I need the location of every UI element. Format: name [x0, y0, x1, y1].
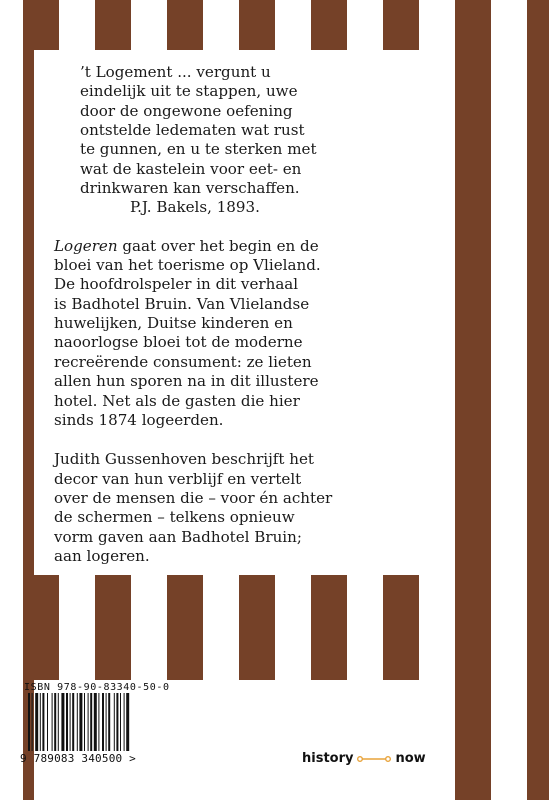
- barcode-bar: [116, 693, 118, 751]
- barcode: [28, 693, 160, 753]
- quote-line: te gunnen, en u te sterken met: [80, 140, 317, 159]
- paragraph-line: Judith Gussenhoven beschrijft het: [54, 450, 314, 469]
- barcode-bar: [35, 693, 38, 751]
- paragraph-line: vorm gaven aan Badhotel Bruin;: [54, 527, 302, 546]
- barcode-bar: [66, 693, 68, 751]
- quote-line: wat de kastelein voor eet- en: [80, 159, 302, 178]
- barcode-bar: [61, 693, 64, 751]
- paragraph-author: [54, 450, 414, 566]
- paragraph-line: bloei van het toerisme op Vlieland.: [54, 256, 321, 275]
- quote-line: eindelijk uit te stappen, uwe: [80, 82, 298, 101]
- barcode-bar: [77, 693, 78, 751]
- paragraph-line: naoorlogse bloei tot de moderne: [54, 333, 303, 352]
- paragraph-line: is Badhotel Bruin. Van Vlielandse: [54, 294, 310, 313]
- barcode-bar: [70, 693, 71, 751]
- barcode-bar: [108, 693, 110, 751]
- barcode-bar: [54, 693, 56, 751]
- barcode-bar: [40, 693, 41, 751]
- barcode-bar: [90, 693, 92, 751]
- publisher-name-right: now: [395, 751, 426, 766]
- barcode-bar: [32, 693, 33, 751]
- paragraph-line: [54, 237, 414, 256]
- barcode-bar: [28, 693, 30, 751]
- paragraph-line: De hoofdrolspeler in dit verhaal: [54, 275, 299, 294]
- barcode-bar: [102, 693, 104, 751]
- barcode-bar: [114, 693, 115, 751]
- quote-line: ontstelde ledematen wat rust: [80, 121, 305, 140]
- barcode-bar: [58, 693, 59, 751]
- paragraph-line: huwelijken, Duitse kinderen en: [54, 314, 293, 333]
- barcode-bar: [79, 693, 82, 751]
- barcode-bar: [47, 693, 48, 751]
- quote: [54, 63, 414, 218]
- barcode-bar: [94, 693, 97, 751]
- book-title: Logeren: [54, 236, 118, 255]
- barcode-bar: [42, 693, 44, 751]
- quote-attribution: P.J. Bakels, 1893.: [130, 198, 260, 217]
- barcode-bar: [72, 693, 74, 751]
- back-cover-text: [54, 63, 414, 566]
- paragraph-line: allen hun sporen na in dit illustere: [54, 372, 319, 391]
- paragraph-line: over de mensen die – voor én achter: [54, 488, 333, 507]
- arrow-icon: [357, 754, 391, 764]
- barcode-bar: [124, 693, 125, 751]
- paragraph-line-text: gaat over het begin en de: [117, 236, 319, 255]
- quote-line: drinkwaren kan verschaffen.: [80, 179, 300, 198]
- publisher-logo: [302, 751, 426, 766]
- paragraph-line: recreërende consument: ze lieten: [54, 352, 312, 371]
- paragraph-line: hotel. Net als de gasten die hier: [54, 391, 300, 410]
- barcode-bar: [52, 693, 53, 751]
- quote-line: door de ongewone oefening: [80, 101, 293, 120]
- barcode-digits: 9 789083 340500 >: [20, 752, 136, 765]
- barcode-bar: [106, 693, 107, 751]
- paragraph-line: de schermen – telkens opnieuw: [54, 508, 295, 527]
- publisher-name-left: history: [302, 751, 354, 766]
- quote-line: ’t Logement ... vergunt u: [80, 63, 271, 81]
- barcode-bar: [120, 693, 121, 751]
- paragraph-line: sinds 1874 logeerden.: [54, 410, 224, 429]
- barcode-bar: [98, 693, 99, 751]
- barcode-bar: [84, 693, 85, 751]
- isbn-label: ISBN 978-90-83340-50-0: [24, 682, 170, 693]
- paragraph-line: decor van hun verblijf en vertelt: [54, 469, 302, 488]
- paragraph-line: aan logeren.: [54, 546, 150, 565]
- barcode-bar: [126, 693, 129, 751]
- paragraph-intro: [54, 237, 414, 430]
- barcode-bar: [88, 693, 89, 751]
